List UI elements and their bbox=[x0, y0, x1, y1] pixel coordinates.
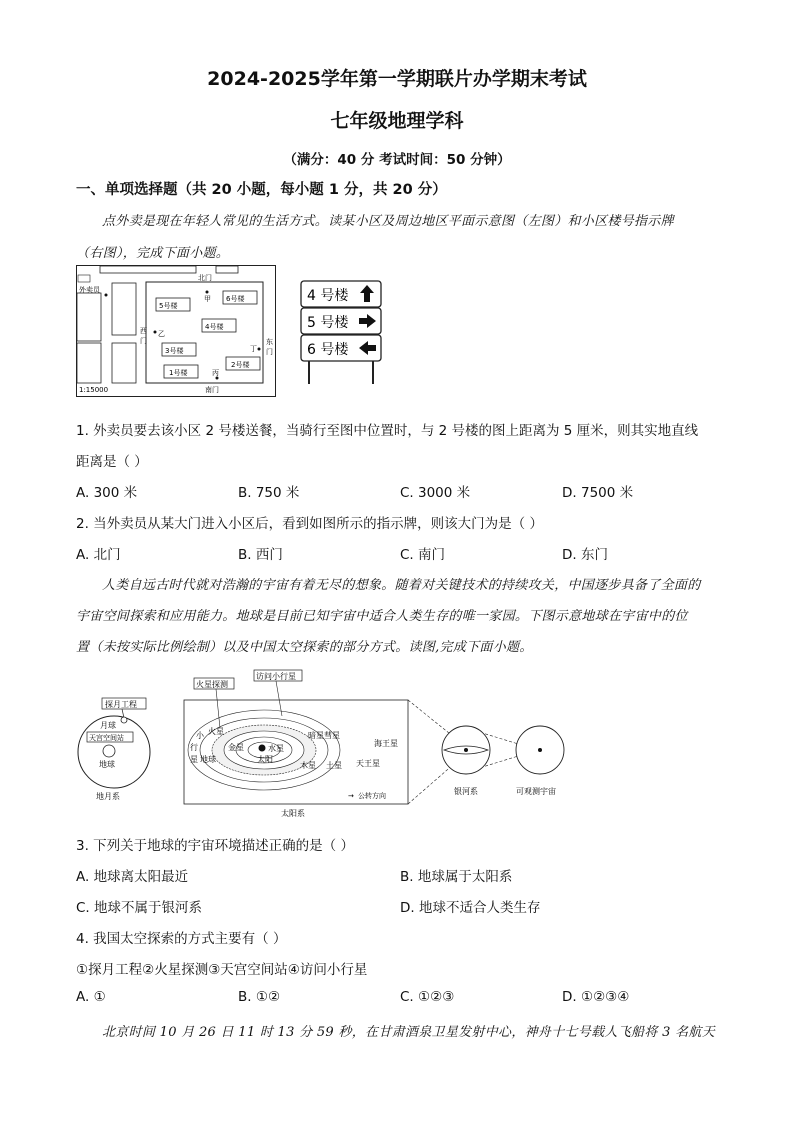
mars-label: 火星 bbox=[208, 727, 224, 736]
space-diagram bbox=[76, 668, 596, 820]
intro2-line3: 置（未按实际比例绘制）以及中国太空探索的部分方式。读图,完成下面小题。 bbox=[76, 640, 533, 655]
q4-option-b[interactable]: B. ①② bbox=[238, 989, 281, 1005]
sign-row-1: 4 号楼 bbox=[307, 288, 349, 304]
exam-meta: （满分：40 分 考试时间：50 分钟） bbox=[283, 152, 511, 168]
q2-option-d[interactable]: D. 东门 bbox=[562, 547, 608, 563]
asteroid-visit-label: 访问小行星 bbox=[256, 672, 296, 681]
q4-stem: 4. 我国太空探索的方式主要有（ ） bbox=[76, 931, 287, 947]
north-gate-label: 北门 bbox=[198, 274, 212, 282]
west-gate-label-2: 门 bbox=[140, 337, 147, 345]
q3-option-c[interactable]: C. 地球不属于银河系 bbox=[76, 900, 203, 916]
q3-option-a[interactable]: A. 地球离太阳最近 bbox=[76, 869, 189, 885]
yi-label: 乙 bbox=[158, 330, 165, 338]
q2-stem: 2. 当外卖员从某大门进入小区后，看到如图所示的指示牌，则该大门为是（ ） bbox=[76, 516, 543, 532]
earth-label: 地球 bbox=[99, 760, 115, 769]
asteroid-belt-label-1: 小 bbox=[196, 731, 204, 740]
subject-title: 七年级地理学科 bbox=[330, 110, 464, 132]
dark-comet-label: 暗星彗星 bbox=[308, 731, 340, 740]
building-3-label: 3号楼 bbox=[165, 347, 184, 355]
venus-label: 金星 bbox=[228, 743, 244, 752]
asteroid-belt-label-3: 星 bbox=[190, 755, 198, 764]
neptune-label: 海王星 bbox=[374, 739, 398, 748]
asteroid-belt-label-2: 行 bbox=[190, 743, 198, 752]
revolution-direction-label: 公转方向 bbox=[358, 792, 386, 800]
q2-option-b[interactable]: B. 西门 bbox=[238, 547, 283, 563]
east-gate-label-1: 东 bbox=[266, 338, 273, 346]
jia-label: 甲 bbox=[204, 295, 211, 303]
earth-orbit-label: 地球 bbox=[200, 755, 216, 764]
q4-option-a[interactable]: A. ① bbox=[76, 989, 106, 1005]
q3-option-b[interactable]: B. 地球属于太阳系 bbox=[400, 869, 513, 885]
q2-option-a[interactable]: A. 北门 bbox=[76, 547, 121, 563]
section-heading: 一、单项选择题（共 20 小题，每小题 1 分，共 20 分） bbox=[76, 182, 447, 198]
sun-label: 太阳 bbox=[257, 755, 273, 764]
building-6-label: 6号楼 bbox=[226, 295, 245, 303]
milky-way-label: 银河系 bbox=[454, 787, 478, 796]
q3-stem: 3. 下列关于地球的宇宙环境描述正确的是（ ） bbox=[76, 838, 354, 854]
map-scale: 1:15000 bbox=[79, 386, 109, 394]
west-gate-label-1: 西 bbox=[140, 327, 147, 335]
intro2-line1: 人类自远古时代就对浩瀚的宇宙有着无尽的想象。随着对关键技术的持续攻关，中国逐步具备了全面的 bbox=[102, 578, 701, 593]
building-5-label: 5号楼 bbox=[159, 302, 178, 310]
universe-label: 可观测宇宙 bbox=[516, 787, 556, 796]
building-4-label: 4号楼 bbox=[205, 323, 224, 331]
intro3-line1: 北京时间 10 月 26 日 11 时 13 分 59 秒，在甘肃酒泉卫星发射中心，神舟十七号载人飞船将 3 名航天 bbox=[102, 1025, 715, 1040]
solar-system-label: 太阳系 bbox=[281, 809, 305, 818]
sign-row-3: 6 号楼 bbox=[307, 342, 349, 358]
intro2-line2: 宇宙空间探索和应用能力。地球是目前已知宇宙中适合人类生存的唯一家园。下图示意地球在宇宙中的位 bbox=[76, 609, 688, 624]
space-station-label: 天宫空间站 bbox=[89, 734, 124, 742]
q4-option-d[interactable]: D. ①②③④ bbox=[562, 989, 630, 1005]
saturn-label: 土星 bbox=[326, 761, 342, 770]
q3-option-d[interactable]: D. 地球不适合人类生存 bbox=[400, 900, 541, 916]
q1-option-a[interactable]: A. 300 米 bbox=[76, 485, 138, 501]
q2-option-c[interactable]: C. 南门 bbox=[400, 547, 446, 563]
q1-option-b[interactable]: B. 750 米 bbox=[238, 485, 300, 501]
courier-label: 外卖员 bbox=[79, 286, 100, 294]
jupiter-label: 木星 bbox=[300, 761, 316, 770]
direction-arrow-icon: → bbox=[348, 792, 354, 800]
exam-title: 2024-2025学年第一学期联片办学期末考试 bbox=[207, 68, 587, 90]
sign-row-2: 5 号楼 bbox=[307, 315, 349, 331]
moon-label: 月球 bbox=[100, 721, 116, 730]
building-1-label: 1号楼 bbox=[169, 369, 188, 377]
q4-items: ①探月工程②火星探测③天宫空间站④访问小行星 bbox=[76, 962, 368, 978]
bing-label: 丙 bbox=[212, 369, 219, 377]
intro1-line1: 点外卖是现在年轻人常见的生活方式。读某小区及周边地区平面示意图（左图）和小区楼号指示牌 bbox=[102, 214, 674, 229]
south-gate-label: 南门 bbox=[205, 386, 219, 394]
q1-option-d[interactable]: D. 7500 米 bbox=[562, 485, 634, 501]
ding-label: 丁 bbox=[250, 345, 257, 353]
q1-stem-line1: 1. 外卖员要去该小区 2 号楼送餐，当骑行至图中位置时，与 2 号楼的图上距离为 5 厘米，则其实地直线 bbox=[76, 423, 699, 439]
intro1-line2: （右图），完成下面小题。 bbox=[76, 246, 230, 261]
mercury-label: 水星 bbox=[268, 744, 284, 753]
uranus-label: 天王星 bbox=[356, 759, 380, 768]
q1-option-c[interactable]: C. 3000 米 bbox=[400, 485, 471, 501]
east-gate-label-2: 门 bbox=[266, 348, 273, 356]
building-sign bbox=[300, 280, 384, 386]
q4-option-c[interactable]: C. ①②③ bbox=[400, 989, 455, 1005]
lunar-program-label: 探月工程 bbox=[105, 700, 137, 709]
q1-stem-line2: 距离是（ ） bbox=[76, 454, 148, 470]
building-2-label: 2号楼 bbox=[231, 361, 250, 369]
community-map bbox=[76, 265, 276, 397]
mars-probe-label: 火星探测 bbox=[196, 680, 228, 689]
earth-moon-system-label: 地月系 bbox=[96, 792, 120, 801]
